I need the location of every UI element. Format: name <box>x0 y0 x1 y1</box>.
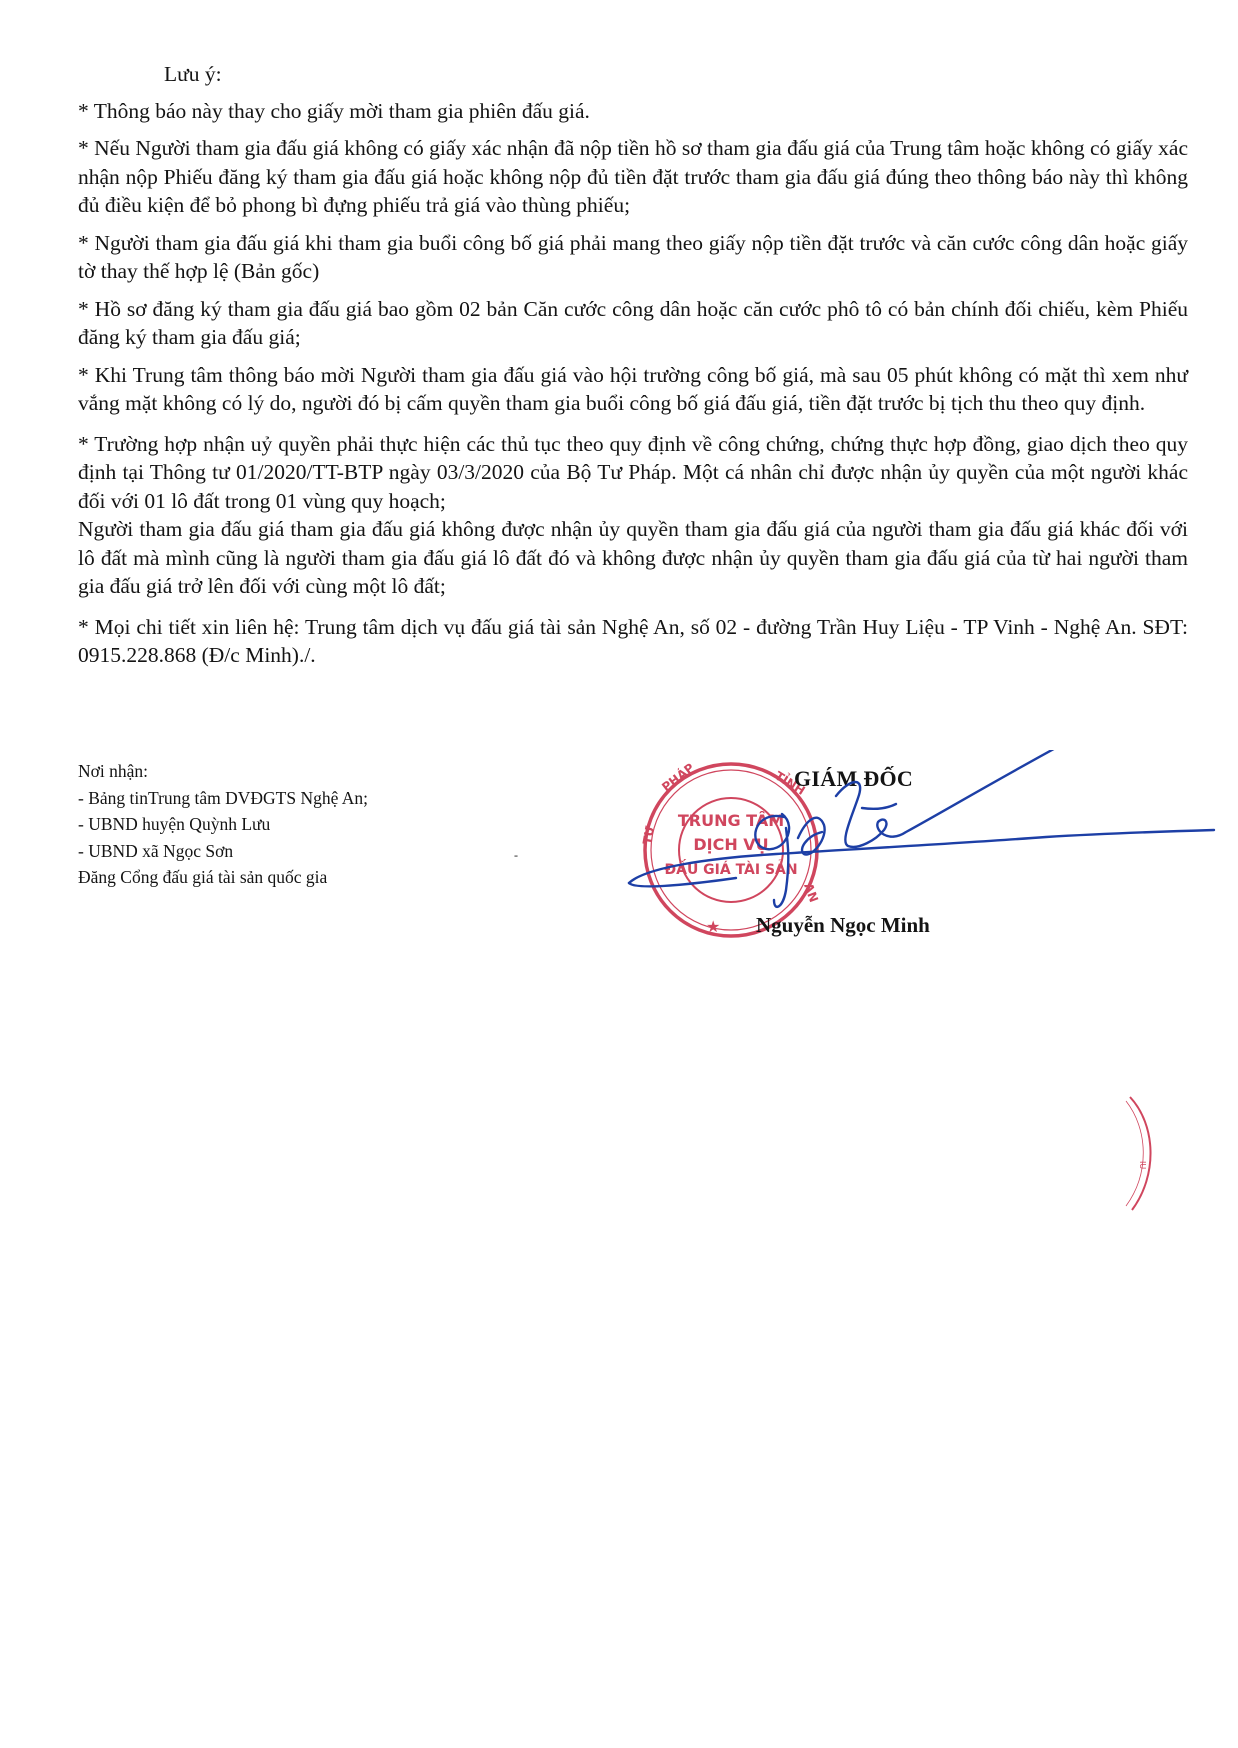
signature-block <box>626 750 1226 960</box>
adjacent-page-seal-fragment <box>1118 1095 1178 1215</box>
signer-title: GIÁM ĐỐC <box>794 766 914 791</box>
seal-ring-text: AN <box>801 881 821 905</box>
seal-ring-text: TƯ <box>640 825 658 846</box>
recipient-item: - Bảng tinTrung tâm DVĐGTS Nghệ An; <box>78 787 369 808</box>
svg-text:IU: IU <box>1138 1161 1147 1170</box>
svg-text:★: ★ <box>706 917 721 936</box>
recipient-item: Đăng Cổng đấu giá tài sản quốc gia <box>78 867 328 887</box>
note-item: * Thông báo này thay cho giấy mời tham gia phiên đấu giá. <box>78 98 590 123</box>
note-item: * Nếu Người tham gia đấu giá không có giấy xác nhận đã nộp tiền hồ sơ tham gia đấu giá của Trung tâm hoặc không có giấy xác nhận nộp Phiếu đăng ký tham gia đấu giá hoặc không nộp đủ tiền đặt trước tham gia đấu giá đúng theo thông báo này thì không đủ điều kiện để bỏ phong bì đựng phiếu trả giá vào thùng phiếu; <box>78 136 1188 217</box>
seal-line: TRUNG TÂM <box>677 811 785 830</box>
recipient-item: - UBND xã Ngọc Sơn <box>78 840 234 861</box>
note-item: * Mọi chi tiết xin liên hệ: Trung tâm dịch vụ đấu giá tài sản Nghệ An, số 02 - đường Trần Huy Liệu - TP Vinh - Nghệ An. SĐT: 0915.228.868 (Đ/c Minh)./. <box>78 614 1188 667</box>
signer-name: Nguyễn Ngọc Minh <box>756 913 930 937</box>
recipient-item: - UBND huyện Quỳnh Lưu <box>78 814 271 834</box>
note-item: * Khi Trung tâm thông báo mời Người tham gia đấu giá vào hội trường công bố giá, mà sau 05 phút không có mặt thì xem như vắng mặt không có lý do, người đó bị cấm quyền tham gia buổi công bố giá đấu giá, tiền đặt trước bị tịch thu theo quy định. <box>78 362 1188 415</box>
note-item: * Trường hợp nhận uỷ quyền phải thực hiện các thủ tục theo quy định về công chứng, chứng thực hợp đồng, giao dịch theo quy định tại Thông tư 01/2020/TT-BTP ngày 03/3/2020 của Bộ Tư Pháp. Một cá nhân chỉ được nhận ủy quyền của một người khác đối với 01 lô đất trong 01 vùng quy hoạch; <box>78 431 1188 513</box>
note-item: * Người tham gia đấu giá khi tham gia buổi công bố giá phải mang theo giấy nộp tiền đặt trước và căn cước công dân hoặc giấy tờ thay thế hợp lệ (Bản gốc) <box>78 230 1188 283</box>
seal-ring-text: TỈNH <box>772 768 808 798</box>
seal-line: DỊCH VỤ <box>693 835 769 854</box>
note-item: Người tham gia đấu giá tham gia đấu giá không được nhận ủy quyền tham gia đấu giá của người tham gia đấu giá khác đối với lô đất mà mình cũng là người tham gia đấu giá lô đất đó và không được nhận ủy quyền tham gia đấu giá của từ hai người tham gia đấu giá trở lên đối với cùng một lô đất; <box>78 517 1188 598</box>
notes-heading: Lưu ý: <box>164 62 222 86</box>
stray-dash-mark: - <box>514 848 518 862</box>
recipients-heading: Nơi nhận: <box>78 761 149 781</box>
recipients-section <box>78 758 578 891</box>
seal-line: ĐẤU GIÁ TÀI SẢN <box>664 862 798 878</box>
note-item: * Hồ sơ đăng ký tham gia đấu giá bao gồm 02 bản Căn cước công dân hoặc căn cước phô tô có bản chính đối chiếu, kèm Phiếu đăng ký tham gia đấu giá; <box>78 296 1188 349</box>
seal-ring-text: PHÁP <box>659 760 697 795</box>
notes-section <box>78 60 1188 679</box>
